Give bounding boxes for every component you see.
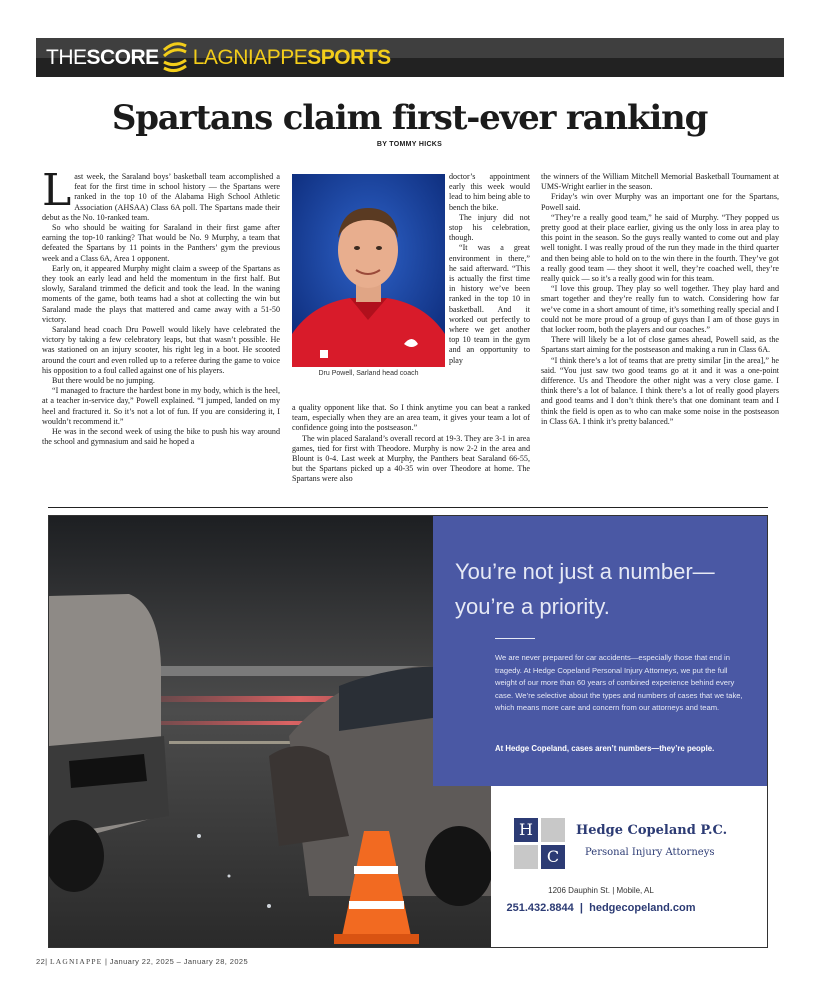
banner-lagniappe: LAGNIAPPE bbox=[192, 46, 308, 69]
coach-photo bbox=[292, 174, 445, 367]
paragraph: There will likely be a lot of close games ahead, Powell said, as the Spartans start aiming for the postseason and making a run in Class 6A. bbox=[541, 335, 779, 355]
contact-separator: | bbox=[576, 902, 587, 914]
article-byline: BY TOMMY HICKS bbox=[376, 141, 443, 148]
article-column-1 bbox=[42, 165, 280, 447]
logo-letter-c: C bbox=[546, 847, 560, 866]
firm-address: 1206 Dauphin St. | Mobile, AL bbox=[548, 886, 654, 895]
paragraph: “It was a great environment in there,” he said afterward. “This is actually the first time in history we’ve been ranked in the top 10 in basketball. And it worked out perfectly to where we get another top 10 team in the gym and an opportunity to play bbox=[449, 243, 530, 365]
paragraph: Early on, it appeared Murphy might claim a sweep of the Spartans as they took an early lead and held the momentum in the first half. But slowly, Saraland trimmed the deficit and took the lead. In the waning moments of the game, both teams had a shot at collecting the win but Saraland made the plays that mattered and came away with a 51-50 victory. bbox=[42, 263, 280, 324]
article-column-2-bottom bbox=[292, 403, 530, 485]
paragraph: Friday’s win over Murphy was an important one for the Spartans, Powell said. bbox=[541, 192, 779, 212]
banner-the: THE bbox=[46, 46, 87, 69]
firm-website-link[interactable]: hedgecopeland.com bbox=[589, 902, 696, 914]
ad-tagline: At Hedge Copeland, cases aren’t numbers—they’re people. bbox=[495, 744, 715, 753]
paragraph: a quality opponent like that. So I think anytime you can beat a ranked team, especially when they are an area team, it gives your team a lot of confidence going into the postseason.” bbox=[292, 403, 530, 433]
firm-phone[interactable]: 251.432.8844 bbox=[506, 902, 574, 914]
article-headline: Spartans claim first-ever ranking bbox=[111, 98, 708, 138]
paragraph: So who should be waiting for Saraland in their first game after earning the top-10 ranking? That would be No. 9 Murphy, a team that defeated the Spartans by 11 points in the Panthers’ gym the previous week and a Class 6A, Area 1 opponent. bbox=[42, 223, 280, 263]
article-column-3 bbox=[541, 172, 779, 427]
paragraph: Saraland head coach Dru Powell would likely have celebrated the victory by taking a few celebratory leaps, but that wasn’t possible. He was stationed on an injury scooter, his right leg in a boot. He scooted around the court and even rolled up to a referee during the game to voice his opposition to a foul called against one of his players. bbox=[42, 325, 280, 375]
ad-divider bbox=[495, 638, 535, 639]
logo-letter-h: H bbox=[519, 820, 533, 839]
paragraph: doctor’s appointment early this week would lead to him being able to bench the bike. bbox=[449, 172, 530, 212]
page-footer: 22| LAGNIAPPE | January 22, 2025 – January 28, 2025 bbox=[36, 957, 249, 966]
footer-brand: LAGNIAPPE bbox=[50, 957, 103, 966]
article-column-2-top bbox=[449, 172, 530, 366]
paragraph: “I love this group. They play so well together. They play hard and smart together and they’re really fun to watch. Considering how far we’ve come in a short amount of time, it’s something really special and I could not be more proud of a group of guys than I am of those guys in that locker room, both the players and our coaches.” bbox=[541, 284, 779, 335]
banner-score: SCORE bbox=[86, 46, 159, 69]
page-number: 22 bbox=[36, 957, 46, 966]
paragraph: The injury did not stop his celebration, though. bbox=[449, 212, 530, 243]
paragraph: He was in the second week of using the bike to push his way around the school and gymnasium and said he hoped a bbox=[42, 427, 280, 447]
paragraph: the winners of the William Mitchell Memorial Basketball Tournament at UMS-Wright earlier in the season. bbox=[541, 172, 779, 192]
paragraph: “I think there’s a lot of teams that are pretty similar [in the area],” he said. “You just saw two good teams go at it and it was a one-point difference. Us and Theodore the other night was a very close game. I think there’s a lot of balance. I think there’s a lot of really good players and good teams and I don’t think there’s that one dominant team and I think the field is open as to who can make some noise in the postseason in Class 6A. I think it’s pretty balanced.” bbox=[541, 355, 779, 426]
hedge-copeland-advertisement[interactable] bbox=[48, 515, 768, 948]
ad-body-text: We are never prepared for car accidents—especially those that end in tragedy. At Hedge Copeland Personal Injury Attorneys, we put the full weight of our more than 60 years of combined experience behind every case. We’re selective about the types and numbers of cases that we take, which means more care and concern from our attorneys and team. bbox=[495, 653, 743, 712]
photo-caption: Dru Powell, Sarland head coach bbox=[318, 370, 419, 377]
firm-subtitle: Personal Injury Attorneys bbox=[585, 847, 715, 858]
car-crash-photo bbox=[49, 516, 491, 948]
issue-dates: January 22, 2025 – January 28, 2025 bbox=[109, 957, 249, 966]
lagniappe-swirl-logo-icon bbox=[160, 40, 190, 74]
drop-cap: L bbox=[42, 165, 72, 216]
paragraph: The win placed Saraland’s overall record at 19-3. They are 3-1 in area games, tied for first with Theodore. Murphy is now 2-2 in the area and Blount is 0-4. Last week at Murphy, the Panthers beat Saraland 66-55, but the Spartans picked up a 40-35 win over Theodore at home. The Spartans were also bbox=[292, 433, 530, 484]
ad-headline: You’re not just a number— you’re a priority. bbox=[455, 559, 715, 619]
firm-name: Hedge Copeland P.C. bbox=[576, 823, 728, 838]
section-banner-title bbox=[46, 44, 391, 72]
section-divider bbox=[48, 507, 768, 508]
paragraph: But there would be no jumping. bbox=[52, 376, 155, 386]
hedge-copeland-logo bbox=[514, 818, 566, 875]
paragraph: “I managed to fracture the hardest bone in my body, which is the heel, at a teacher in-service day,” Powell explained. “I jumped, landed on my heel and fractured it. So it’s not a lot of fun. If you are considering it, I wouldn’t recommend it.” bbox=[42, 386, 280, 426]
paragraph: Last week, the Saraland boys’ basketball team accomplished a feat for the first time in school history — the Spartans were ranked in the top 10 of the Alabama High School Athletic Association (AHSAA) Class 6A poll. The Spartans made their debut as the No. 10-ranked team. bbox=[42, 165, 280, 222]
banner-sports: SPORTS bbox=[307, 46, 391, 69]
paragraph: “They’re a really good team,” he said of Murphy. “They popped us pretty good at their place earlier, giving us the only loss in area play to this point in the season. So the guys really wanted to come out and play well tonight. I was really proud of the run they made in the third quarter and then being able to hold on to the win there in the fourth. They’ve got a really good team — they shoot it well, they’re coached well, they’re really quick — so it’s a really good win for this team. bbox=[541, 212, 779, 284]
firm-contact bbox=[433, 902, 768, 914]
